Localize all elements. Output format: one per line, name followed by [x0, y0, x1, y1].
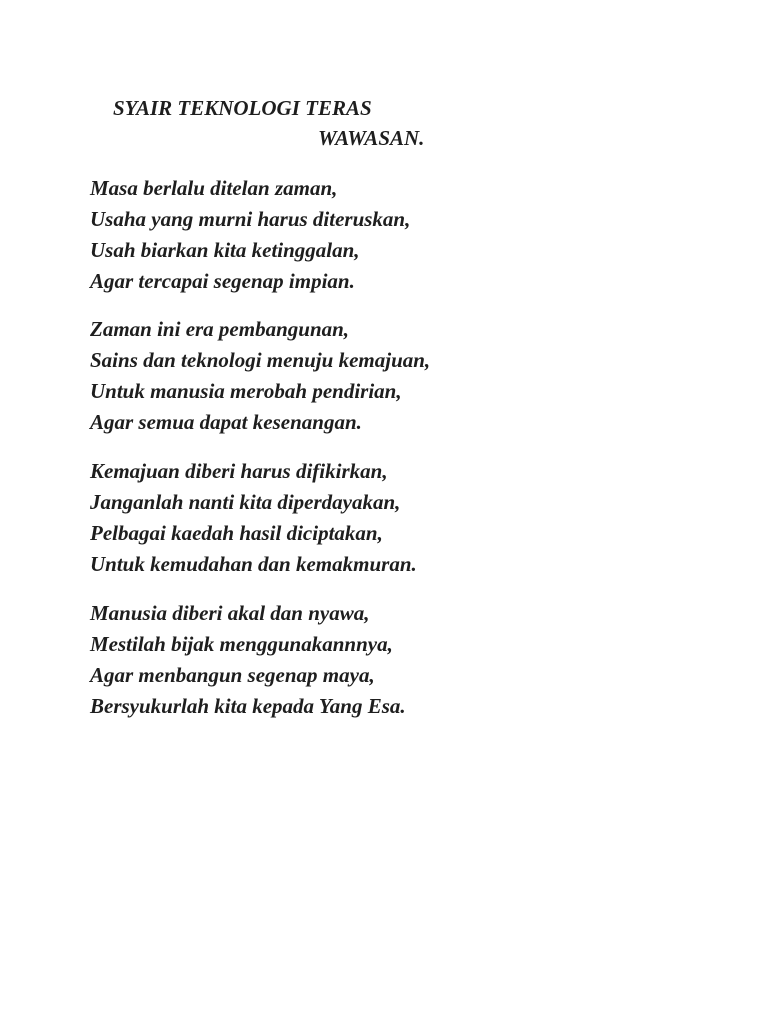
poem-line: Agar semua dapat kesenangan.	[90, 410, 362, 434]
poem-line: Untuk manusia merobah pendirian,	[90, 379, 402, 403]
poem-line: Janganlah nanti kita diperdayakan,	[90, 490, 401, 514]
poem-line: Sains dan teknologi menuju kemajuan,	[90, 348, 431, 372]
stanza-1	[90, 173, 710, 297]
poem-title-line-2: WAWASAN.	[318, 126, 425, 150]
poem-line: Manusia diberi akal dan nyawa,	[90, 601, 370, 625]
poem-line: Bersyukurlah kita kepada Yang Esa.	[90, 694, 406, 718]
poem-line: Usaha yang murni harus diteruskan,	[90, 207, 411, 231]
poem-line: Pelbagai kaedah hasil diciptakan,	[90, 521, 383, 545]
poem-line: Agar menbangun segenap maya,	[90, 663, 375, 687]
poem-title-line-1: SYAIR TEKNOLOGI TERAS	[113, 96, 372, 120]
stanza-2	[90, 314, 710, 438]
poem-line: Mestilah bijak menggunakannnya,	[90, 632, 393, 656]
poem-line: Kemajuan diberi harus difikirkan,	[90, 459, 388, 483]
stanza-3	[90, 456, 710, 580]
poem-line: Usah biarkan kita ketinggalan,	[90, 238, 360, 262]
poem-line: Zaman ini era pembangunan,	[90, 317, 350, 341]
poem-line: Agar tercapai segenap impian.	[90, 269, 355, 293]
poem-line: Untuk kemudahan dan kemakmuran.	[90, 552, 417, 576]
stanza-4	[90, 598, 710, 722]
poem-line: Masa berlalu ditelan zaman,	[90, 176, 338, 200]
